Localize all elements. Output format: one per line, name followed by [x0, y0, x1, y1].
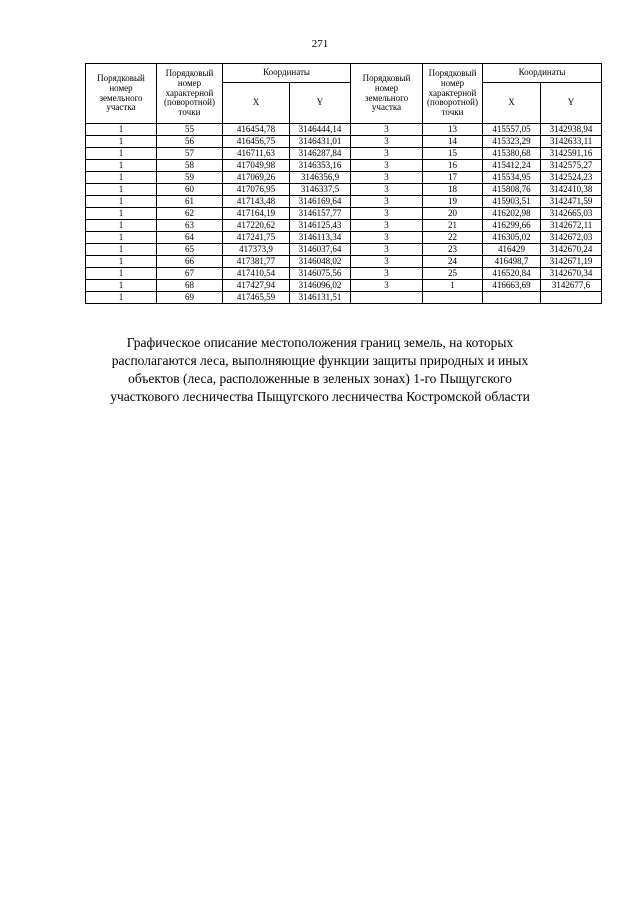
- table-cell: 3: [351, 220, 423, 232]
- table-cell: 3142633,11: [541, 136, 602, 148]
- table-cell: 66: [157, 256, 223, 268]
- table-cell: 415808,76: [483, 184, 541, 196]
- table-cell: 3: [351, 172, 423, 184]
- table-cell: 417143,48: [223, 196, 290, 208]
- table-cell: 3146075,56: [290, 268, 351, 280]
- table-cell: 3142410,38: [541, 184, 602, 196]
- caption-line: участкового лесничества Пыщугского лесничества Костромской области: [110, 389, 530, 404]
- table-cell: 21: [423, 220, 483, 232]
- table-cell: 64: [157, 232, 223, 244]
- header-coordinates: Координаты: [483, 64, 602, 83]
- table-cell: 20: [423, 208, 483, 220]
- table-cell: 417049,98: [223, 160, 290, 172]
- table-cell: 3: [351, 160, 423, 172]
- table-cell: 1: [86, 268, 157, 280]
- table-cell: 3142672,03: [541, 232, 602, 244]
- table-cell: [423, 292, 483, 304]
- table-cell: 3142591,16: [541, 148, 602, 160]
- table-cell: 3142670,24: [541, 244, 602, 256]
- table-cell: 3142471,59: [541, 196, 602, 208]
- table-cell: 416202,98: [483, 208, 541, 220]
- table-body: [86, 124, 602, 304]
- table-cell: 416711,63: [223, 148, 290, 160]
- header-point-number: Порядковый номер характерной (поворотной) точки: [157, 64, 223, 124]
- table-cell: 415380,68: [483, 148, 541, 160]
- table-cell: 3146048,02: [290, 256, 351, 268]
- header-parcel-number: Порядковый номер земельного участка: [86, 64, 157, 124]
- table-cell: 19: [423, 196, 483, 208]
- table-cell: 3146131,51: [290, 292, 351, 304]
- table-cell: 3146353,16: [290, 160, 351, 172]
- table-cell: 3146431,01: [290, 136, 351, 148]
- table-cell: 3146287,84: [290, 148, 351, 160]
- table-row: [86, 148, 602, 160]
- table-cell: 3: [351, 256, 423, 268]
- table-cell: 417241,75: [223, 232, 290, 244]
- table-cell: 1: [86, 160, 157, 172]
- table-cell: 22: [423, 232, 483, 244]
- table-cell: 3: [351, 184, 423, 196]
- table-cell: 23: [423, 244, 483, 256]
- table-cell: 3: [351, 124, 423, 136]
- table-cell: 69: [157, 292, 223, 304]
- table-cell: 3146125,43: [290, 220, 351, 232]
- table-cell: 55: [157, 124, 223, 136]
- table-cell: 1: [86, 232, 157, 244]
- table-cell: 3146337,5: [290, 184, 351, 196]
- table-cell: [541, 292, 602, 304]
- table-row: [86, 124, 602, 136]
- table-cell: [483, 292, 541, 304]
- table-cell: 417427,94: [223, 280, 290, 292]
- table-cell: 18: [423, 184, 483, 196]
- table-cell: 416454,78: [223, 124, 290, 136]
- table-cell: 65: [157, 244, 223, 256]
- coordinates-table: [85, 63, 602, 304]
- table-cell: 417220,62: [223, 220, 290, 232]
- table-cell: 3146113,34: [290, 232, 351, 244]
- table-cell: 16: [423, 160, 483, 172]
- table-cell: 3146096,02: [290, 280, 351, 292]
- table-cell: 63: [157, 220, 223, 232]
- table-cell: 416498,7: [483, 256, 541, 268]
- table-cell: 3: [351, 148, 423, 160]
- table-row: [86, 172, 602, 184]
- table-cell: 3: [351, 244, 423, 256]
- table-cell: 415557,05: [483, 124, 541, 136]
- table-cell: 416520,84: [483, 268, 541, 280]
- table-cell: 416299,66: [483, 220, 541, 232]
- table-row: [86, 184, 602, 196]
- table-row: [86, 268, 602, 280]
- table-cell: 417373,9: [223, 244, 290, 256]
- header-coordinates: Координаты: [223, 64, 351, 83]
- table-cell: 417465,59: [223, 292, 290, 304]
- caption-line: располагаются леса, выполняющие функции защиты природных и иных: [111, 353, 529, 368]
- table-cell: 1: [86, 244, 157, 256]
- table-cell: 3142665,03: [541, 208, 602, 220]
- table-cell: 415412,24: [483, 160, 541, 172]
- header-parcel-number: Порядковый номер земельного участка: [351, 64, 423, 124]
- table-cell: 1: [86, 292, 157, 304]
- header-x: X: [483, 83, 541, 124]
- table-cell: 415534,95: [483, 172, 541, 184]
- table-cell: 3142938,94: [541, 124, 602, 136]
- table-cell: 3: [351, 232, 423, 244]
- table-cell: 58: [157, 160, 223, 172]
- table-cell: 24: [423, 256, 483, 268]
- table-cell: 1: [86, 136, 157, 148]
- table-cell: [351, 292, 423, 304]
- table-cell: 1: [423, 280, 483, 292]
- table-cell: 417076,95: [223, 184, 290, 196]
- table-cell: 3146169,64: [290, 196, 351, 208]
- table-cell: 59: [157, 172, 223, 184]
- table-cell: 62: [157, 208, 223, 220]
- table-row: [86, 208, 602, 220]
- table-row: [86, 160, 602, 172]
- table-cell: 1: [86, 208, 157, 220]
- page-number: 271: [311, 38, 329, 50]
- caption-line: объектов (леса, расположенные в зеленых зонах) 1-го Пыщугского: [128, 371, 512, 386]
- table-cell: 14: [423, 136, 483, 148]
- table-row: [86, 280, 602, 292]
- table-cell: 3142677,6: [541, 280, 602, 292]
- header-point-number: Порядковый номер характерной (поворотной) точки: [423, 64, 483, 124]
- table-cell: 417410,54: [223, 268, 290, 280]
- table-cell: 416305,02: [483, 232, 541, 244]
- table-cell: 61: [157, 196, 223, 208]
- table-cell: 3: [351, 196, 423, 208]
- table-row: [86, 292, 602, 304]
- table-row: [86, 136, 602, 148]
- table-cell: 56: [157, 136, 223, 148]
- table-cell: 1: [86, 172, 157, 184]
- table-cell: 3142670,34: [541, 268, 602, 280]
- table-cell: 1: [86, 148, 157, 160]
- table-cell: 3142524,23: [541, 172, 602, 184]
- table-cell: 417381,77: [223, 256, 290, 268]
- caption-line: Графическое описание местоположения границ земель, на которых: [126, 335, 514, 350]
- table-cell: 25: [423, 268, 483, 280]
- table-cell: 3: [351, 280, 423, 292]
- table-row: [86, 196, 602, 208]
- table-cell: 3142671,19: [541, 256, 602, 268]
- table-cell: 1: [86, 280, 157, 292]
- table-cell: 417069,26: [223, 172, 290, 184]
- table-row: [86, 232, 602, 244]
- table-cell: 3146444,14: [290, 124, 351, 136]
- table-cell: 68: [157, 280, 223, 292]
- table-row: [86, 244, 602, 256]
- table-cell: 1: [86, 220, 157, 232]
- header-y: Y: [290, 83, 351, 124]
- table-cell: 416456,75: [223, 136, 290, 148]
- table-row: [86, 220, 602, 232]
- table-cell: 67: [157, 268, 223, 280]
- table-cell: 3146157,77: [290, 208, 351, 220]
- table-cell: 416429: [483, 244, 541, 256]
- map-caption: [60, 334, 580, 406]
- table-cell: 3142575,27: [541, 160, 602, 172]
- table-cell: 1: [86, 184, 157, 196]
- table-cell: 417164,19: [223, 208, 290, 220]
- header-x: X: [223, 83, 290, 124]
- table-cell: 415903,51: [483, 196, 541, 208]
- table-cell: 415323,29: [483, 136, 541, 148]
- table-row: [86, 256, 602, 268]
- table-cell: 3: [351, 208, 423, 220]
- table-cell: 3: [351, 268, 423, 280]
- table-cell: 1: [86, 196, 157, 208]
- table-cell: 3142672,11: [541, 220, 602, 232]
- table-cell: 15: [423, 148, 483, 160]
- table-cell: 57: [157, 148, 223, 160]
- table-cell: 17: [423, 172, 483, 184]
- header-y: Y: [541, 83, 602, 124]
- table-cell: 3146356,9: [290, 172, 351, 184]
- table-cell: 60: [157, 184, 223, 196]
- table-cell: 1: [86, 256, 157, 268]
- table-cell: 13: [423, 124, 483, 136]
- table-cell: 416663,69: [483, 280, 541, 292]
- table-cell: 3146037,64: [290, 244, 351, 256]
- table-cell: 1: [86, 124, 157, 136]
- table-cell: 3: [351, 136, 423, 148]
